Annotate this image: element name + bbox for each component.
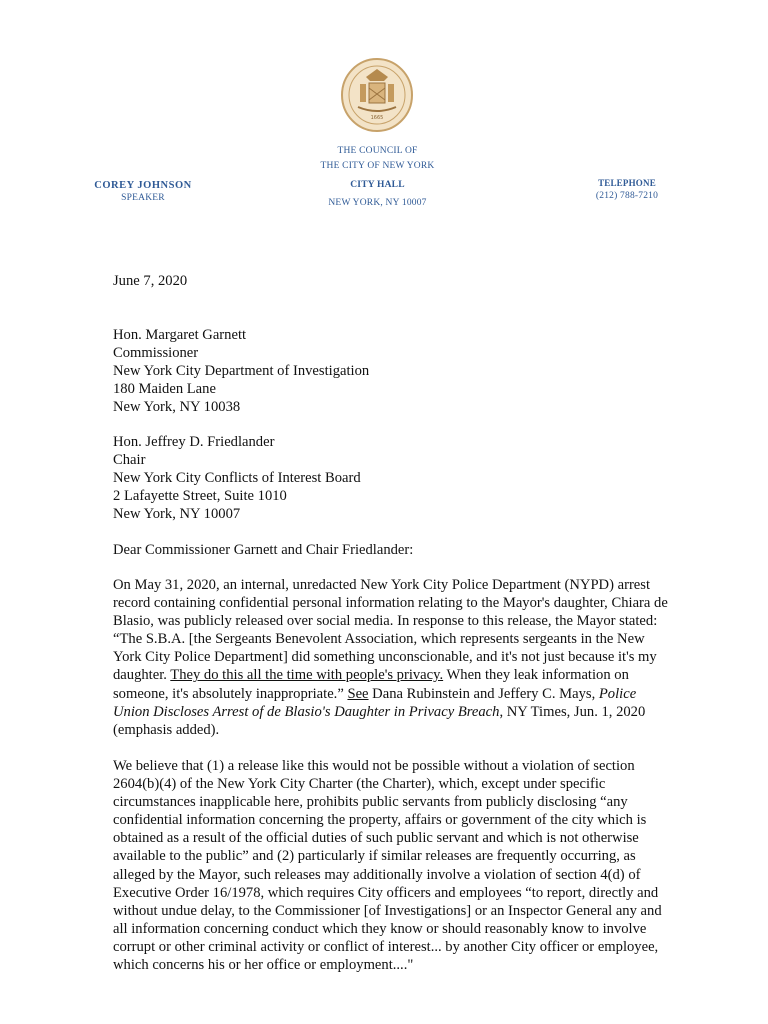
paragraph-1-text-b: When they leak information on someone, it's absolutely inappropriate.” xyxy=(113,667,629,702)
address-line: Hon. Margaret Garnett xyxy=(113,327,247,343)
telephone-number: (212) 788-7210 xyxy=(595,191,659,201)
speaker-block xyxy=(78,178,208,204)
address-line: 180 Maiden Lane xyxy=(113,381,216,398)
salutation: Dear Commissioner Garnett and Chair Friedlander: xyxy=(113,542,414,558)
address-line: 2 Lafayette Street, Suite 1010 xyxy=(113,488,287,505)
emphasis-underline: They do this all the time with people's privacy. xyxy=(170,667,444,684)
paragraph-1-text-d: , NY Times, Jun. 1, 2020 (emphasis added). xyxy=(113,703,646,738)
address-line: Hon. Jeffrey D. Friedlander xyxy=(113,434,275,450)
telephone-label: TELEPHONE xyxy=(598,178,656,188)
paragraph-2 xyxy=(113,757,673,974)
recipient-address-1 xyxy=(113,326,673,416)
address-line: New York, NY 10038 xyxy=(113,399,241,416)
address-line: Chair xyxy=(113,452,146,469)
city-hall-label: CITY HALL xyxy=(350,180,405,190)
council-line-1: THE COUNCIL OF xyxy=(337,146,418,156)
paragraph-2-text: We believe that (1) a release like this would not be possible without a violation of section 2604(b)(4) of the New York City Charter (the Charter), which, except under specific circumstances inapplicable here, prohibits public servants from publicly disclosing “any confidential information concerning the property, affairs or government of the city which is obtained as a result of the official duties of such public servant and which is not otherwise available to the public” and (2) particularly if similar releases are frequently occurring, as alleged by the Mayor, such releases may additionally involve a violation of section 4(d) of Executive Order 16/1978, which requires City officers and employees “to report, directly and without undue delay, to the Commissioner [of Investigations] or an Inspector General any and all information concerning conduct which they know or should reasonably know to involve corrupt or other criminal activity or conflict of interest... by another City officer or employee, which concerns his or her office or employment...." xyxy=(113,758,662,974)
address-line: New York, NY 10007 xyxy=(113,506,241,523)
recipient-address-2 xyxy=(113,433,673,523)
address-line: New York City Department of Investigation xyxy=(113,363,370,380)
city-hall-block xyxy=(290,178,465,211)
article-title: Police Union Discloses Arrest of de Blasio's Daughter in Privacy Breach xyxy=(113,685,637,720)
paragraph-1-text-c: Dana Rubinstein and Jeffery C. Mays, xyxy=(368,685,599,702)
letter-date: June 7, 2020 xyxy=(113,273,188,289)
address-line: New York City Conflicts of Interest Board xyxy=(113,470,361,487)
speaker-title: SPEAKER xyxy=(121,193,165,203)
paragraph-1-text-a: On May 31, 2020, an internal, unredacted New York City Police Department (NYPD) arrest record containing confidential personal information relating to the Mayor's daughter, Chiara de Blasio, was publicly released over social media. In response to this release, the Mayor stated: “The S.B.A. [the Sergeants Benevolent Association, which represents sergeants in the New York City Police Department] did something unconscionable, and it's not just because it's my daughter. xyxy=(113,577,668,684)
council-heading xyxy=(290,144,465,174)
speaker-name: COREY JOHNSON xyxy=(94,180,192,191)
paragraph-1 xyxy=(113,576,673,739)
see-signal: See xyxy=(347,685,369,702)
council-line-2: THE CITY OF NEW YORK xyxy=(320,161,435,171)
city-hall-address: NEW YORK, NY 10007 xyxy=(328,198,427,208)
seal-year: 1665 xyxy=(370,115,384,121)
nyc-seal-icon xyxy=(340,57,414,133)
address-line: Commissioner xyxy=(113,345,199,362)
telephone-block xyxy=(582,176,672,202)
